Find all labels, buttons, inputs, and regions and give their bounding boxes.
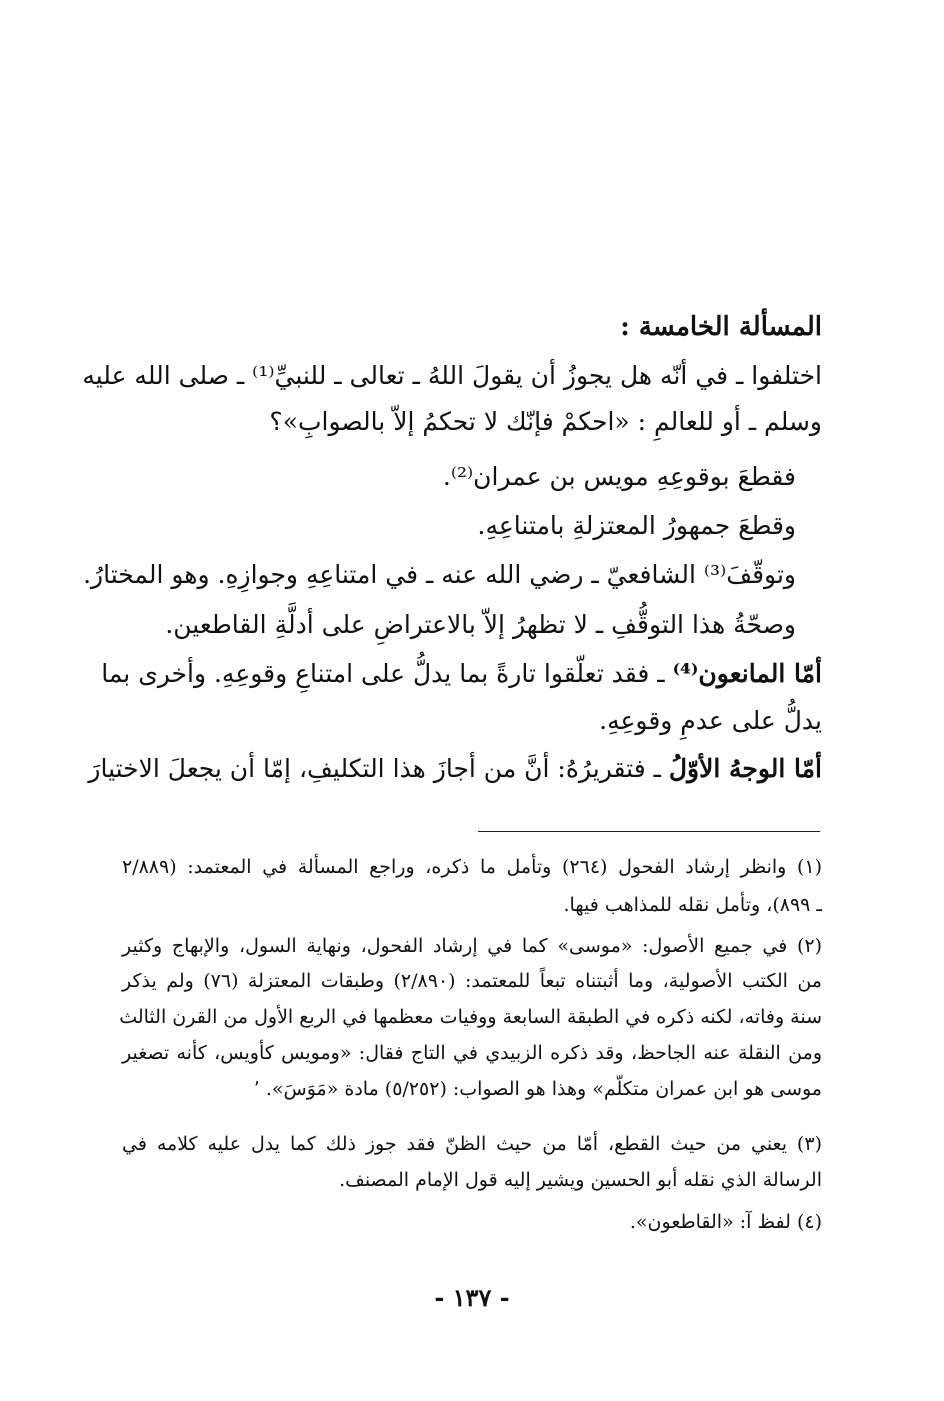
lead-phrase: أمّا الوجهُ الأوّلُ (668, 754, 822, 783)
body-line-1: اختلفوا ـ في أنّه هل يجوزُ أن يقولَ اللهُ ـ تعالى ـ للنبيِّ⁽¹⁾ ـ صلى الله عليه (82, 361, 822, 390)
footnote-1-line-1: (١) وانظر إرشاد الفحول (٢٦٤) وتأمل ما ذكره، وراجع المسألة في المعتمد: (٢/٨٨٩ (122, 856, 822, 878)
footnote-3-line-2: الرسالة الذي نقله أبو الحسين ويشير إليه قول الإمام المصنف. (339, 1169, 822, 1191)
lead-phrase: أمّا المانعون⁽⁴⁾ (672, 659, 822, 688)
body-line-2: وسلم ـ أو للعالمِ : «احكمْ فإنّك لا تحكمُ إلاّ بالصوابِ»؟ (269, 407, 822, 436)
footnote-2-line-3: سنة وفاته، لكنه ذكره في الطبقة السابعة ووفيات معظمها في الربع الأول من القرن الثالث (119, 1006, 822, 1028)
footnote-4: (٤) لفظ آ: «القاطعون». (629, 1211, 822, 1233)
body-line-6: وصحّةُ هذا التوقُّفِ ـ لا تظهرُ إلاّ بالاعتراضِ على أدلَّةِ القاطعين. (165, 610, 796, 639)
footnote-separator (478, 831, 820, 832)
body-line-5: وتوقّفَ⁽³⁾ الشافعيّ ـ رضي الله عنه ـ في امتناعِهِ وجوازِهِ. وهو المختارُ. (83, 560, 796, 589)
footnote-2-line-2: من الكتب الأصولية، وما أثبتناه تبعاً للمعتمد: (٢/٨٩٠) وطبقات المعتزلة (٧٦) ولم يذكر (122, 970, 822, 992)
body-line-9 (88, 753, 822, 785)
section-heading: المسألة الخامسة : (620, 312, 822, 342)
body-line-7-text: ـ فقد تعلّقوا تارةً بما يدلُّ على امتناعِ وقوعِهِ. وأخرى بما (101, 659, 673, 688)
footnote-1-line-2: ـ ٨٩٩)، وتأمل نقله للمذاهب فيها. (563, 894, 822, 916)
page-number: - ١٣٧ - (434, 1283, 510, 1312)
body-line-8: يدلُّ على عدمِ وقوعِهِ. (599, 706, 822, 735)
footnote-2-line-4: ومن النقلة عنه الجاحظ، وقد ذكره الزبيدي في التاج فقال: «ومويس كأويس، كأنه تصغير (122, 1042, 822, 1064)
body-line-3: فقطعَ بوقوعِهِ مويس بن عمران⁽²⁾. (442, 462, 796, 491)
footnote-2-line-1: (٢) في جميع الأصول: «موسى» كما في إرشاد الفحول، ونهاية السول، والإبهاج وكثير (122, 935, 822, 957)
body-line-9-text: ـ فتقريرُهُ: أنَّ من أجازَ هذا التكليفِ، إمّا أن يجعلَ الاختيارَ (88, 754, 669, 783)
footnote-3-line-1: (٣) يعني من حيث القطع، أمّا من حيث الظنّ فقد جوز ذلك كما يدل عليه كلامه في (122, 1133, 822, 1155)
footnote-2-line-5: موسى هو ابن عمران متكلّم» وهذا هو الصواب: (٥/٢٥٢) مادة «مَوَسَ». ٬ (253, 1078, 822, 1100)
body-line-4: وقطعَ جمهورُ المعتزلةِ بامتناعِهِ. (477, 511, 796, 540)
body-line-7 (101, 658, 822, 690)
